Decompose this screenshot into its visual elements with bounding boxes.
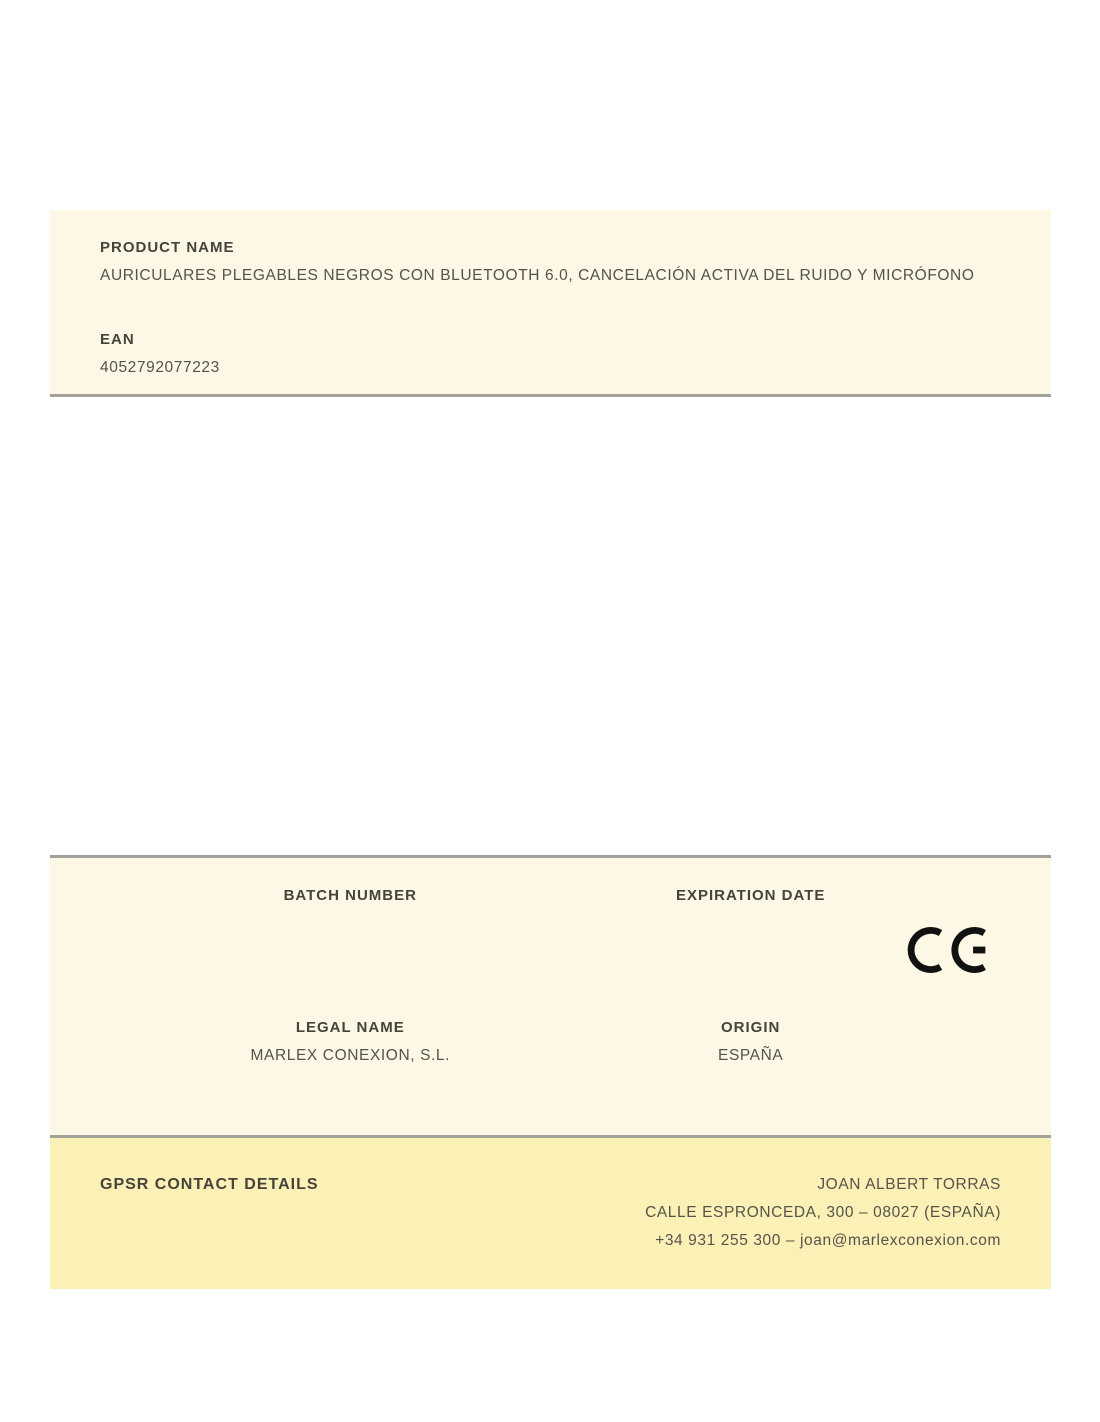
expiration-date-value	[550, 912, 950, 936]
expiration-date-label: EXPIRATION DATE	[675, 887, 826, 904]
product-name-field	[100, 238, 1001, 288]
batch-legal-section	[50, 855, 1051, 1138]
product-name-value: AURICULARES PLEGABLES NEGROS CON BLUETOOTH 6.0, CANCELACIÓN ACTIVA DEL RUIDO Y MICRÓFONO	[100, 267, 975, 284]
ce-mark-icon	[907, 922, 989, 978]
gpsr-contact-address: CALLE ESPRONCEDA, 300 – 08027 (ESPAÑA)	[645, 1204, 1001, 1221]
ean-field	[100, 330, 1001, 380]
gpsr-contact-block	[645, 1171, 1001, 1255]
batch-number-label: BATCH NUMBER	[283, 887, 417, 904]
ean-value: 4052792077223	[100, 359, 220, 376]
batch-number-value	[150, 912, 550, 936]
ean-label: EAN	[100, 331, 135, 348]
legal-name-label: LEGAL NAME	[295, 1019, 405, 1036]
legal-name-value: MARLEX CONEXION, S.L.	[250, 1047, 451, 1064]
blank-gap	[0, 397, 1100, 855]
product-section	[50, 210, 1051, 397]
gpsr-section	[50, 1138, 1051, 1289]
gpsr-contact-phone-email: +34 931 255 300 – joan@marlexconexion.com	[655, 1232, 1001, 1249]
batch-legal-grid	[150, 886, 951, 1110]
gpsr-contact-name: JOAN ALBERT TORRAS	[817, 1176, 1001, 1193]
legal-name-field	[150, 1018, 550, 1068]
origin-field	[550, 1018, 950, 1110]
batch-number-field	[150, 886, 550, 936]
origin-value: ESPAÑA	[718, 1047, 784, 1064]
origin-label: ORIGIN	[721, 1019, 781, 1036]
gpsr-contact-details-label: GPSR CONTACT DETAILS	[100, 1176, 319, 1193]
product-name-label: PRODUCT NAME	[100, 239, 235, 256]
expiration-date-field	[550, 886, 950, 936]
